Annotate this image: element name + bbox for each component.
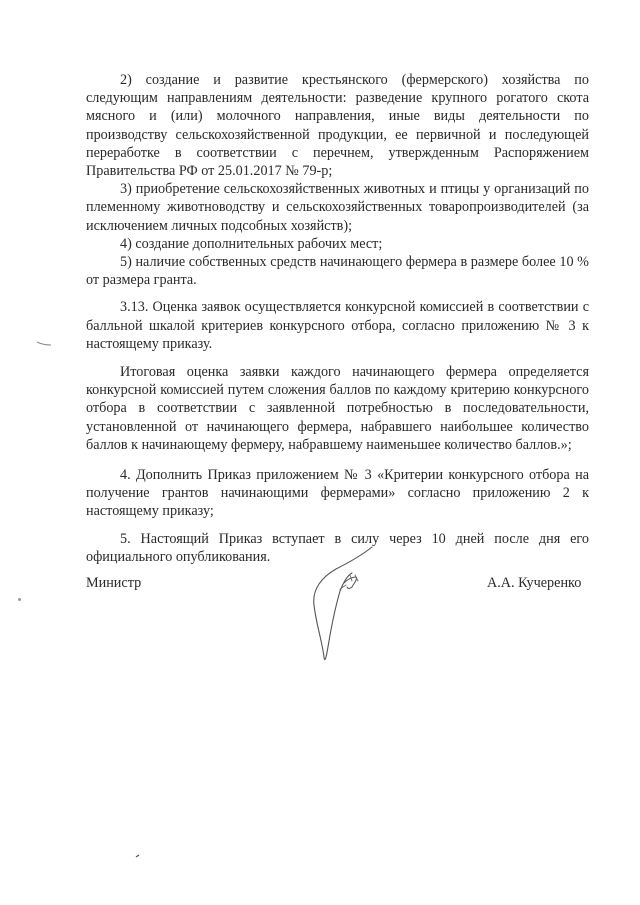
scan-speck	[18, 598, 21, 601]
margin-mark	[36, 340, 52, 348]
paragraph-final-assessment: Итоговая оценка заявки каждого начинающего фермера определяется конкурсной комиссией путем сложения баллов по каждому критерию конкурсного отбора в соответствии с заявленной потребностью в последовательности, установленной от начинающего фермера, набравшего наибольшее количество баллов к начинающему фермеру, набравшему наименьшее количество баллов.»;	[86, 364, 589, 453]
signatory-position: Министр	[86, 575, 142, 591]
paragraph-item-2: 2) создание и развитие крестьянского (фермерского) хозяйства по следующим направлениям деятельности: разведение крупного рогатого скота мясного и (или) молочного направления, иные виды деятельности по производству сельскохозяйственной продукции, ее первичной и последующей переработке в соответствии с перечнем, утвержденным Распоряжением Правительства РФ от 25.01.2017 № 79-р;	[86, 72, 589, 180]
document-body	[86, 71, 589, 566]
paragraph-item-3: 3) приобретение сельскохозяйственных животных и птицы у организаций по племенному животноводству и сельскохозяйственных товаропроизводителей (за исключением личных подсобных хозяйств);	[86, 181, 589, 234]
margin-mark	[135, 853, 141, 859]
paragraph-point-5: 5. Настоящий Приказ вступает в силу через 10 дней после дня его официального опубликования.	[86, 530, 589, 565]
signatory-name: А.А. Кучеренко	[487, 575, 582, 591]
paragraph-3-13: 3.13. Оценка заявок осуществляется конкурсной комиссией в соответствии с балльной шкалой критериев конкурсного отбора, согласно приложению № 3 к настоящему приказу.	[86, 299, 589, 352]
paragraph-item-4: 4) создание дополнительных рабочих мест;	[120, 235, 383, 252]
paragraph-point-4: 4. Дополнить Приказ приложением № 3 «Критерии конкурсного отбора на получение грантов начинающими фермерами» согласно приложению 2 к настоящему приказу;	[86, 467, 589, 520]
paragraph-item-5: 5) наличие собственных средств начинающего фермера в размере более 10 % от размера гранта.	[86, 254, 589, 289]
handwritten-signature	[300, 545, 390, 670]
